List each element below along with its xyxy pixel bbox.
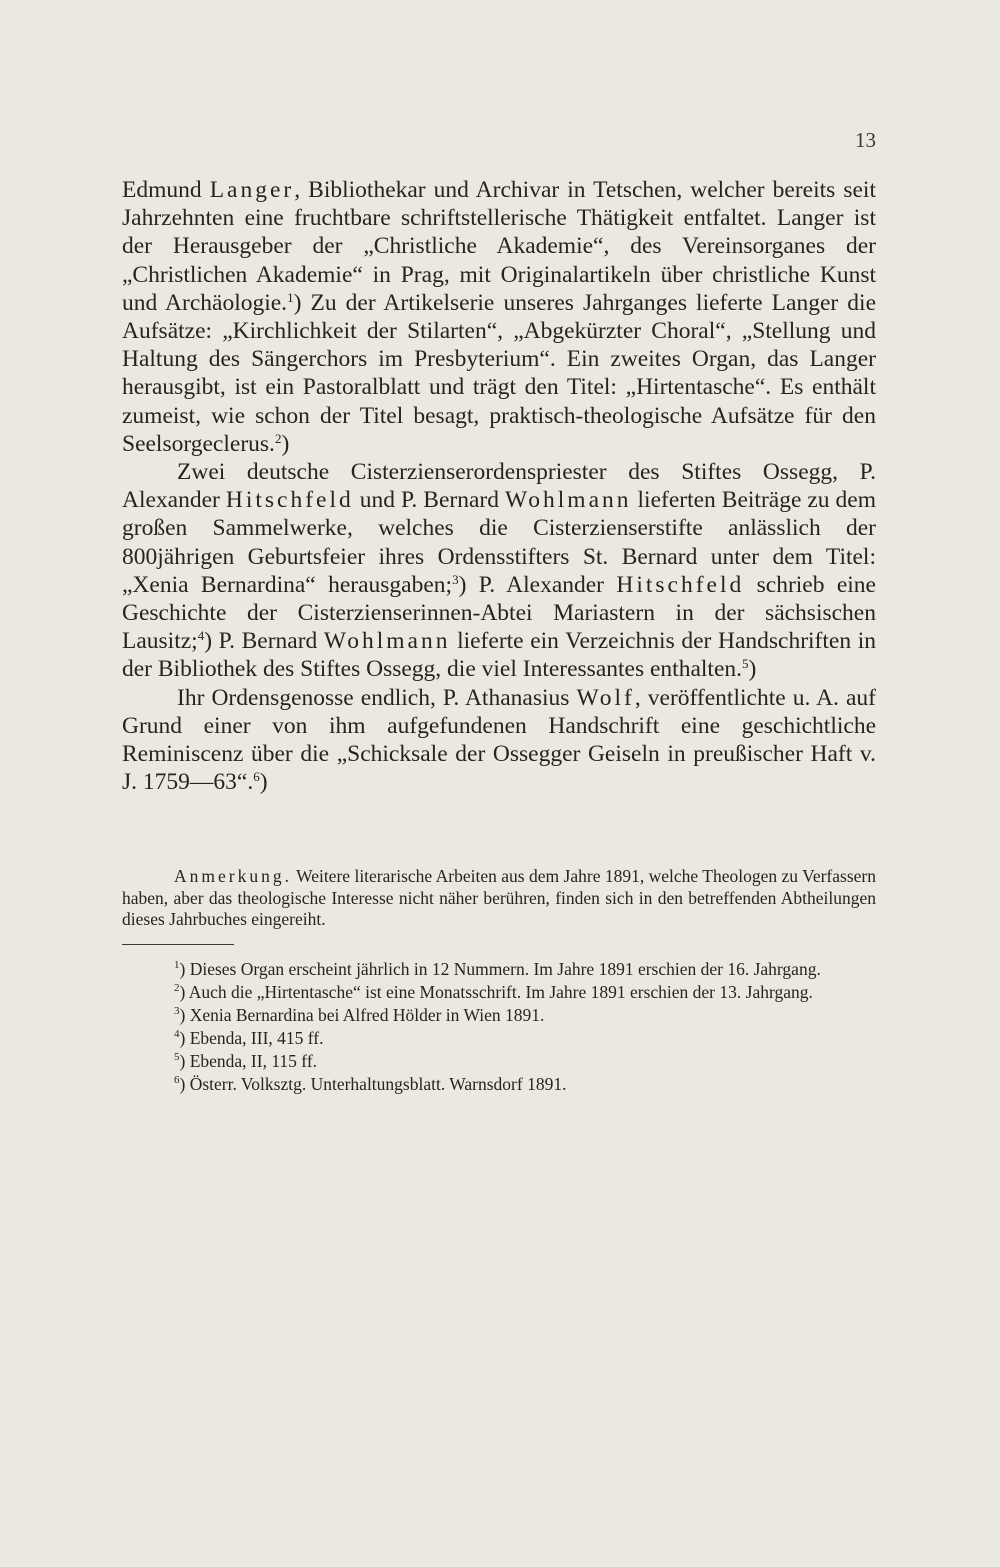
footnote-5: $^5$) Ebenda, II, 115 ff. — [174, 1051, 318, 1071]
footnotes — [122, 958, 876, 1096]
page-number: 13 — [855, 128, 876, 152]
author-name-wohlmann-2: Wohlmann — [323, 628, 451, 655]
footnote-ref-4: 4 — [197, 628, 205, 644]
footnote-ref-3: 3 — [452, 571, 459, 587]
body-text — [122, 176, 876, 796]
annotation-note — [122, 866, 876, 931]
paragraph-1: Edmund Langer, Bibliothekar und Archivar in Tetschen, welcher bereits seit Jahrzehnten eine fruchtbare schriftstellerische Thätigkeit entfaltet. Langer ist der Herausgeber der „Christliche Akademie“, des Vereinsorganes der „Christlichen Akademie“ in Prag, mit Originalartikeln über christliche Kunst und Archäologie.$^1$) Zu der Artikelserie unseres Jahrganges lieferte Langer die Aufsätze: „Kirchlichkeit der Stilarten“, „Abgekürzter Choral“, „Stellung und Haltung des Sängerchors im Presbyterium“. Ein zweites Organ, das Langer herausgibt, ist ein Pastoralblatt und trägt den Titel: „Hirtentasche“. Es enthält zumeist, wie schon der Titel besagt, praktisch-theologische Aufsätze für den Seelsorgeclerus.$^2$) — [122, 177, 876, 457]
author-name-hitschfeld: Hitschfeld — [225, 487, 354, 514]
footnote-ref-1: 1 — [287, 289, 294, 305]
author-name-wohlmann: Wohlmann — [504, 487, 632, 514]
footnote-4: $^4$) Ebenda, III, 415 ff. — [174, 1028, 324, 1048]
footnote-ref-5: 5 — [742, 656, 749, 672]
footnote-ref-2: 2 — [274, 430, 282, 446]
footnote-6: $^6$) Österr. Volksztg. Unterhaltungsblatt. Warnsdorf 1891. — [174, 1074, 567, 1094]
paragraph-3: Ihr Ordensgenosse endlich, P. Athanasius Wolf, veröffentlichte u. A. auf Grund einer von ihm aufgefundenen Handschrift eine geschichtliche Reminiscenz über die „Schicksale der Ossegger Geiseln in preußischer Haft v. J. 1759—63“.$^6$) — [122, 684, 876, 796]
note-text: Weitere literarische Arbeiten aus dem Jahre 1891, welche Theologen zu Verfassern haben, aber das theologische Interesse nicht näher berühren, finden sich in den betreffenden Abtheilungen dieses Jahrbuches eingereiht. — [122, 866, 876, 929]
paragraph-2: Zwei deutsche Cisterzienserordenspriester des Stiftes Ossegg, P. Alexander Hitschfeld und P. Bernard Wohlmann lieferten Beiträge zu dem großen Sammelwerke, welches die Cisterzienserstifte anlässlich der 800jährigen Geburtsfeier ihres Ordensstifters St. Bernard unter dem Titel: „Xenia Bernardina“ herausgaben;$^3$) P. Alexander Hitschfeld schrieb eine Geschichte der Cisterzienserinnen-Abtei Mariastern in der sächsischen Lausitz;$^4$) P. Bernard Wohlmann lieferte ein Verzeichnis der Handschriften in der Bibliothek des Stiftes Ossegg, die viel Interessantes enthalten.$^5$) — [122, 459, 876, 683]
footnote-ref-6: 6 — [253, 769, 260, 785]
footnote-1: $^1$) Dieses Organ erscheint jährlich in 12 Nummern. Im Jahre 1891 erschien der 16. Jahrgang. — [174, 959, 821, 979]
footnote-divider — [122, 944, 234, 945]
footnote-2: $^2$) Auch die „Hirtentasche“ ist eine Monatsschrift. Im Jahre 1891 erschien der 13. Jahrgang. — [174, 982, 813, 1002]
note-label: Anmerkung. — [174, 866, 292, 886]
author-name-hitschfeld-2: Hitschfeld — [616, 571, 745, 598]
author-name-langer: Langer — [209, 177, 295, 203]
footnote-3: $^3$) Xenia Bernardina bei Alfred Hölder in Wien 1891. — [174, 1005, 545, 1025]
author-name-wolf: Wolf — [576, 684, 635, 711]
